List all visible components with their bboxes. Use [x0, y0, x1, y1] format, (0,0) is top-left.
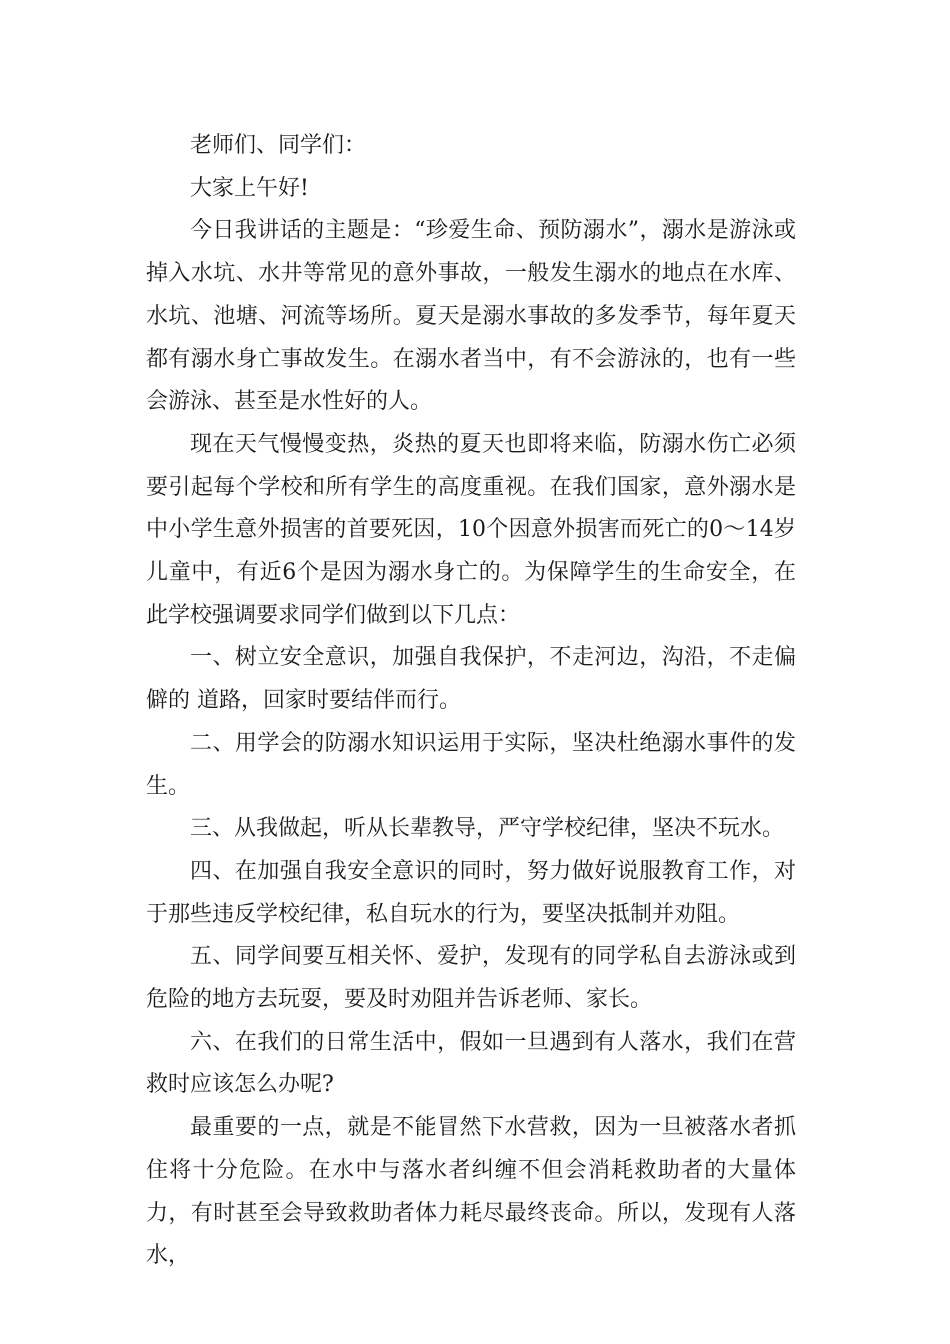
point-five: 五、同学间要互相关怀、爱护，发现有的同学私自去游泳或到危险的地方去玩耍，要及时劝阻并告诉老师、家长。: [146, 944, 796, 1013]
salutation: 老师们、同学们：: [190, 133, 367, 158]
paragraph-rescue: 最重要的一点，就是不能冒然下水营救，因为一旦被落水者抓住将十分危险。在水中与落水者纠缠不但会消耗救助者的大量体力，有时甚至会导致救助者体力耗尽最终丧命。所以，发现有人落水，: [146, 1115, 796, 1269]
point-three: 三、从我做起，听从长辈教导，严守学校纪律，坚决不玩水。: [190, 816, 785, 842]
point-six: 六、在我们的日常生活中，假如一旦遇到有人落水，我们在营救时应该怎么办呢?: [146, 1029, 796, 1098]
greeting: 大家上午好!: [190, 175, 309, 201]
point-two: 二、用学会的防溺水知识运用于实际，坚决杜绝溺水事件的发生。: [146, 730, 796, 799]
document-body: [146, 125, 796, 1278]
paragraph-topic: 今日我讲话的主题是：“珍爱生命、预防溺水”，溺水是游泳或掉入水坑、水井等常见的意外事故，一般发生溺水的地点在水库、水坑、池塘、河流等场所。夏天是溺水事故的多发季节，每年夏天都有溺水身亡事故发生。在溺水者当中，有不会游泳的，也有一些会游泳、甚至是水性好的人。: [146, 218, 796, 415]
point-four: 四、在加强自我安全意识的同时，努力做好说服教育工作，对于那些违反学校纪律，私自玩水的行为，要坚决抵制并劝阻。: [146, 858, 796, 927]
paragraph-summer: 现在天气慢慢变热，炎热的夏天也即将来临，防溺水伤亡必须要引起每个学校和所有学生的高度重视。在我们国家，意外溺水是中小学生意外损害的首要死因，10个因意外损害而死亡的0～14岁儿童中，有近6个是因为溺水身亡的。为保障学生的生命安全，在此学校强调要求同学们做到以下几点：: [146, 431, 796, 628]
point-one: 一、树立安全意识，加强自我保护，不走河边，沟沿，不走偏僻的 道路，回家时要结伴而行。: [146, 645, 796, 714]
